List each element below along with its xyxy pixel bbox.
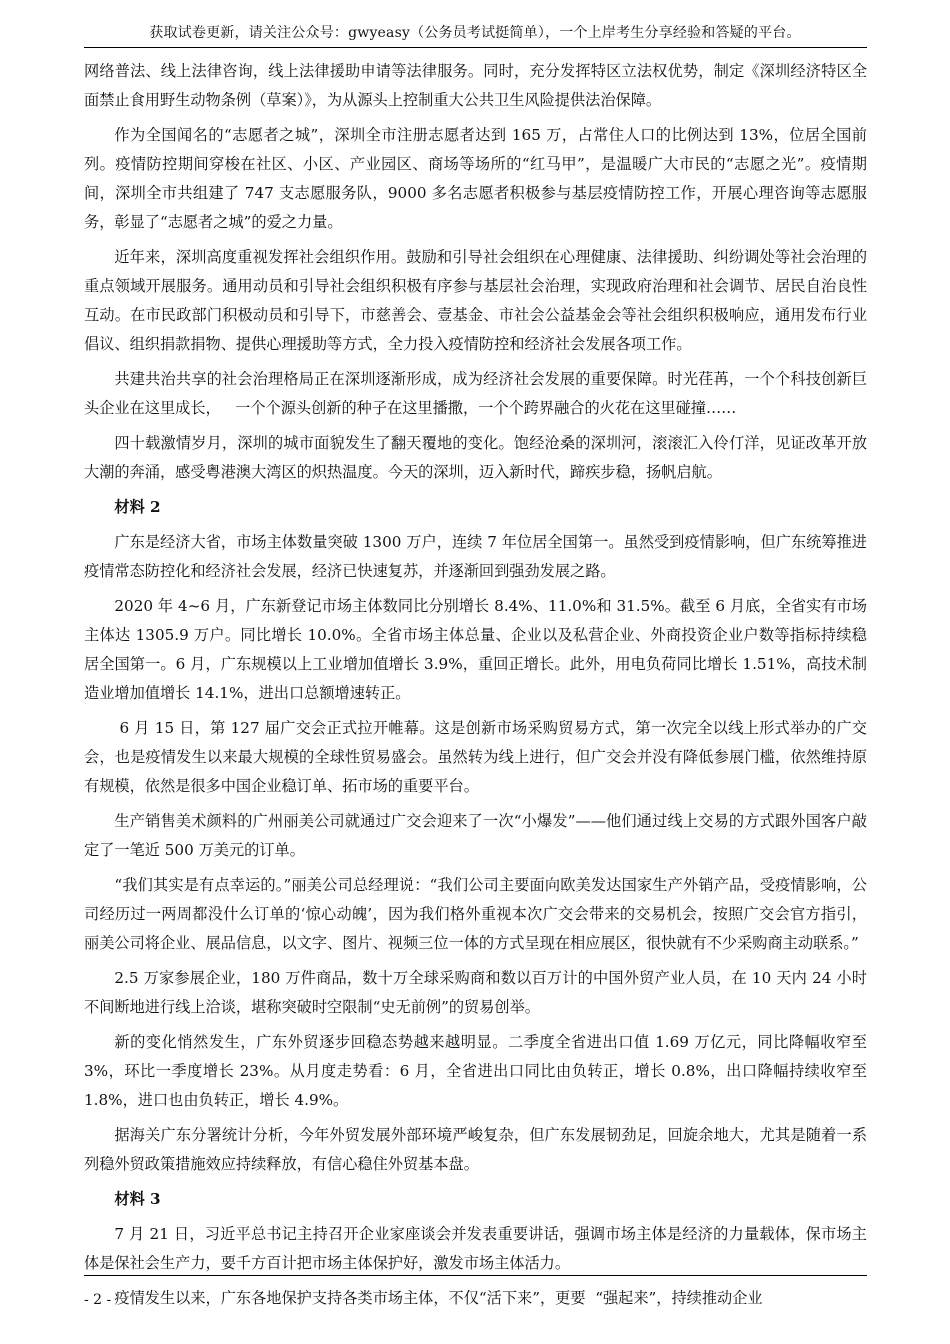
paragraph: 网络普法、线上法律咨询，线上法律援助申请等法律服务。同时，充分发挥特区立法权优势，制定《深圳经济特区全面禁止食用野生动物条例（草案）》，为从源头上控制重大公共卫生风险提供法治保障。 xyxy=(84,62,867,109)
header-rule xyxy=(84,47,867,48)
paragraph: 广东是经济大省，市场主体数量突破 1300 万户，连续 7 年位居全国第一。虽然受到疫情影响，但广东统筹推进疫情常态防控化和经济社会发展，经济已快速复苏，并逐渐回到强劲发展之路。 xyxy=(84,533,867,580)
page-number: - 2 - xyxy=(84,1292,112,1308)
paragraph: 生产销售美术颜料的广州丽美公司就通过广交会迎来了一次“小爆发”——他们通过线上交易的方式跟外国客户敲定了一笔近 500 万美元的订单。 xyxy=(84,812,867,859)
paragraph: 7 月 21 日，习近平总书记主持召开企业家座谈会并发表重要讲话，强调市场主体是经济的力量载体，保市场主体是保社会生产力，要千方百计把市场主体保护好，激发市场主体活力。 xyxy=(84,1225,867,1272)
paragraph: 2.5 万家参展企业，180 万件商品，数十万全球采购商和数以百万计的中国外贸产业人员，在 10 天内 24 小时不间断地进行线上洽谈，堪称突破时空限制“史无前例”的贸易创举。 xyxy=(84,969,867,1016)
paragraph: 四十载激情岁月，深圳的城市面貌发生了翻天覆地的变化。饱经沧桑的深圳河，滚滚汇入伶仃洋，见证改革开放大潮的奔涌，感受粤港澳大湾区的炽热温度。今天的深圳，迈入新时代，蹄疾步稳，扬帆启航。 xyxy=(84,434,867,481)
paragraph: 2020 年 4~6 月，广东新登记市场主体数同比分别增长 8.4%、11.0%和 31.5%。截至 6 月底，全省实有市场主体达 1305.9 万户。同比增长 10.0%。全省市场主体总量、企业以及私营企业、外商投资企业户数等指标持续稳居全国第一。6 月，广东规模以上工业增加值增长 3.9%，重回正增长。此外，用电负荷同比增长 1.51%，高技术制造业增加值增长 14.1%，进出口总额增速转正。 xyxy=(84,597,867,702)
section-heading: 材料 2 xyxy=(114,498,161,516)
paragraph: 新的变化悄然发生，广东外贸逐步回稳态势越来越明显。二季度全省进出口值 1.69 万亿元，同比降幅收窄至 3%，环比一季度增长 23%。从月度走势看：6 月，全省进出口同比由负转正，增长 0.8%，出口降幅持续收窄至 1.8%，进口也由负转正，增长 4.9%。 xyxy=(84,1033,872,1109)
paragraph: 疫情发生以来，广东各地保护支持各类市场主体，不仅“活下来”，更要 “强起来”，持续推动企业 xyxy=(114,1289,763,1307)
paragraph: 6 月 15 日，第 127 届广交会正式拉开帷幕。这是创新市场采购贸易方式，第一次完全以线上形式举办的广交会，也是疫情发生以来最大规模的全球性贸易盛会。虽然转为线上进行，但广交会并没有降低参展门槛，依然维持原有规模，依然是很多中国企业稳订单、拓市场的重要平台。 xyxy=(84,719,867,795)
footer-rule xyxy=(84,1275,867,1276)
paragraph: 作为全国闻名的“志愿者之城”，深圳全市注册志愿者达到 165 万，占常住人口的比例达到 13%，位居全国前列。疫情防控期间穿梭在社区、小区、产业园区、商场等场所的“红马甲”，是温暖广大市民的“志愿之光”。疫情期间，深圳全市共组建了 747 支志愿服务队，9000 多名志愿者积极参与基层疫情防控工作，开展心理咨询等志愿服务，彰显了“志愿者之城”的爱之力量。 xyxy=(84,126,867,231)
paragraph: “我们其实是有点幸运的。”丽美公司总经理说：“我们公司主要面向欧美发达国家生产外销产品，受疫情影响，公司经历过一两周都没什么订单的‘惊心动魄’，因为我们格外重视本次广交会带来的交易机会，按照广交会官方指引，丽美公司将企业、展品信息，以文字、图片、视频三位一体的方式呈现在相应展区，很快就有不少采购商主动联系。” xyxy=(84,876,867,952)
document-body xyxy=(84,57,872,1319)
paragraph: 共建共治共享的社会治理格局正在深圳逐渐形成，成为经济社会发展的重要保障。时光荏苒，一个个科技创新巨头企业在这里成长， 一个个源头创新的种子在这里播撒，一个个跨界融合的火花在这里碰撞…… xyxy=(84,370,867,417)
paragraph: 据海关广东分署统计分析，今年外贸发展外部环境严峻复杂，但广东发展韧劲足，回旋余地大，尤其是随着一系列稳外贸政策措施效应持续释放，有信心稳住外贸基本盘。 xyxy=(84,1126,867,1173)
page-header: 获取试卷更新，请关注公众号：gwyeasy（公务员考试挺简单），一个上岸考生分享经验和答疑的平台。 xyxy=(149,25,801,41)
section-heading: 材料 3 xyxy=(114,1190,161,1208)
paragraph: 近年来，深圳高度重视发挥社会组织作用。鼓励和引导社会组织在心理健康、法律援助、纠纷调处等社会治理的重点领域开展服务。通用动员和引导社会组织积极有序参与基层社会治理，实现政府治理和社会调节、居民自治良性互动。在市民政部门积极动员和引导下，市慈善会、壹基金、市社会公益基金会等社会组织积极响应，通用发布行业倡议、组织捐款捐物、提供心理援助等方式，全力投入疫情防控和经济社会发展各项工作。 xyxy=(84,248,867,353)
